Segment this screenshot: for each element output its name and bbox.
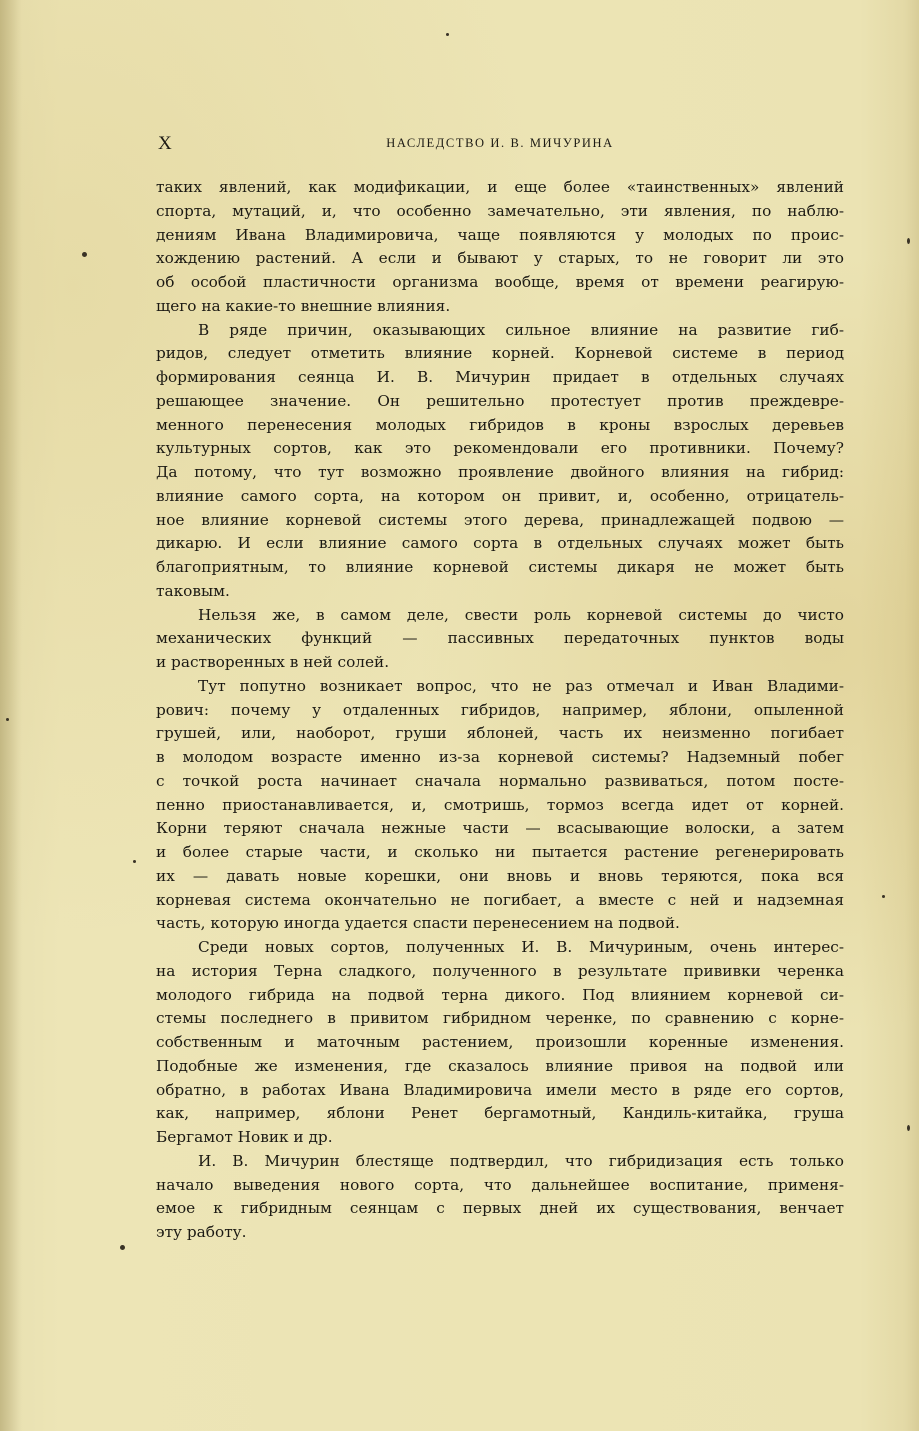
text-line: дениям Ивана Владимировича, чаще появляются у молодых по проис- bbox=[156, 225, 844, 244]
text-line: с точкой роста начинает сначала нормально развиваться, потом посте- bbox=[156, 771, 844, 790]
text-line: решающее значение. Он решительно протестует против преждевре- bbox=[156, 391, 844, 410]
text-line: спорта, мутаций, и, что особенно замечательно, эти явления, по наблю- bbox=[156, 201, 844, 220]
text-line: механических функций — пассивных передаточных пунктов воды bbox=[156, 629, 844, 648]
text-line: таких явлений, как модификации, и еще более «таинственных» явлений bbox=[156, 178, 844, 196]
text-line: корневая система окончательно не погибает, а вместе с ней и надземная bbox=[156, 890, 844, 909]
page-number: X bbox=[158, 133, 173, 154]
text-line: дикарю. И если влияние самого сорта в отдельных случаях может быть bbox=[156, 534, 844, 553]
text-line: об особой пластичности организма вообще, время от времени реагирую- bbox=[156, 273, 844, 291]
text-line: Нельзя же, в самом деле, свести роль корневой системы до чисто bbox=[198, 605, 844, 624]
text-line: в молодом возрасте именно из-за корневой системы? Надземный побег bbox=[156, 748, 844, 766]
text-line: на история Терна сладкого, полученного в результате прививки черенка bbox=[156, 961, 844, 980]
text-line: Среди новых сортов, полученных И. В. Мичуриным, очень интерес- bbox=[198, 938, 844, 956]
text-line: обратно, в работах Ивана Владимировича имели место в ряде его сортов, bbox=[156, 1080, 844, 1099]
text-line: ное влияние корневой системы этого дерева, принадлежащей подвою — bbox=[156, 510, 844, 529]
text-line: культурных сортов, как это рекомендовали его противники. Почему? bbox=[156, 439, 844, 458]
text-line: начало выведения нового сорта, что дальнейшее воспитание, применя- bbox=[156, 1175, 844, 1194]
text-line: благоприятным, то влияние корневой системы дикаря не может быть bbox=[156, 558, 844, 576]
text-line: В ряде причин, оказывающих сильное влияние на развитие гиб- bbox=[198, 320, 844, 339]
text-line: щего на какие-то внешние влияния. bbox=[156, 296, 451, 315]
running-title: НАСЛЕДСТВО И. В. МИЧУРИНА bbox=[386, 136, 614, 150]
paper-speck bbox=[882, 895, 885, 898]
text-line: формирования сеянца И. В. Мичурин придает в отдельных случаях bbox=[156, 368, 844, 386]
paper-speck bbox=[6, 718, 9, 721]
body-text bbox=[156, 176, 844, 1245]
text-line: часть, которую иногда удается спасти перенесением на подвой. bbox=[156, 914, 680, 933]
text-line: собственным и маточным растением, произошли коренные изменения. bbox=[156, 1033, 844, 1051]
text-line: влияние самого сорта, на котором он привит, и, особенно, отрицатель- bbox=[156, 486, 844, 505]
text-line: Корни теряют сначала нежные части — всасывающие волоски, а затем bbox=[156, 819, 844, 838]
text-line: их — давать новые корешки, они вновь и вновь теряются, пока вся bbox=[156, 866, 844, 885]
text-line: молодого гибрида на подвой терна дикого. Под влиянием корневой си- bbox=[156, 985, 844, 1004]
text-line: и растворенных в ней солей. bbox=[156, 653, 390, 671]
paper-speck bbox=[82, 252, 87, 257]
text-line: И. В. Мичурин блестяще подтвердил, что гибридизация есть только bbox=[198, 1151, 844, 1170]
paper-speck bbox=[133, 860, 136, 863]
text-line: эту работу. bbox=[156, 1223, 247, 1241]
paper-speck bbox=[446, 33, 449, 36]
text-line: хождению растений. А если и бывают у старых, то не говорит ли это bbox=[156, 249, 844, 268]
text-line: грушей, или, наоборот, груши яблоней, часть их неизменно погибает bbox=[156, 724, 844, 743]
text-line: стемы последнего в привитом гибридном черенке, по сравнению с корне- bbox=[156, 1009, 844, 1028]
paper-speck bbox=[907, 1125, 910, 1131]
text-line: пенно приостанавливается, и, смотришь, тормоз всегда идет от корней. bbox=[156, 795, 844, 814]
page-header bbox=[158, 133, 842, 155]
text-line: как, например, яблони Ренет бергамотный, Кандиль-китайка, груша bbox=[156, 1104, 844, 1123]
text-line: и более старые части, и сколько ни пытается растение регенерировать bbox=[156, 843, 844, 861]
text-line: емое к гибридным сеянцам с первых дней их существования, венчает bbox=[156, 1199, 844, 1218]
text-line: таковым. bbox=[156, 581, 230, 600]
text-line: рович: почему у отдаленных гибридов, например, яблони, опыленной bbox=[156, 700, 844, 719]
text-line: Бергамот Новик и др. bbox=[156, 1128, 333, 1146]
paper-speck bbox=[907, 238, 910, 244]
text-line: Подобные же изменения, где сказалось влияние привоя на подвой или bbox=[156, 1056, 844, 1075]
text-line: Тут попутно возникает вопрос, что не раз отмечал и Иван Владими- bbox=[198, 676, 844, 695]
page-fold-shadow bbox=[0, 0, 22, 1431]
text-line: ридов, следует отметить влияние корней. Корневой системе в период bbox=[156, 344, 844, 363]
text-line: менного перенесения молодых гибридов в кроны взрослых деревьев bbox=[156, 415, 844, 434]
text-line: Да потому, что тут возможно проявление двойного влияния на гибрид: bbox=[156, 463, 844, 481]
paper-speck bbox=[120, 1245, 125, 1250]
